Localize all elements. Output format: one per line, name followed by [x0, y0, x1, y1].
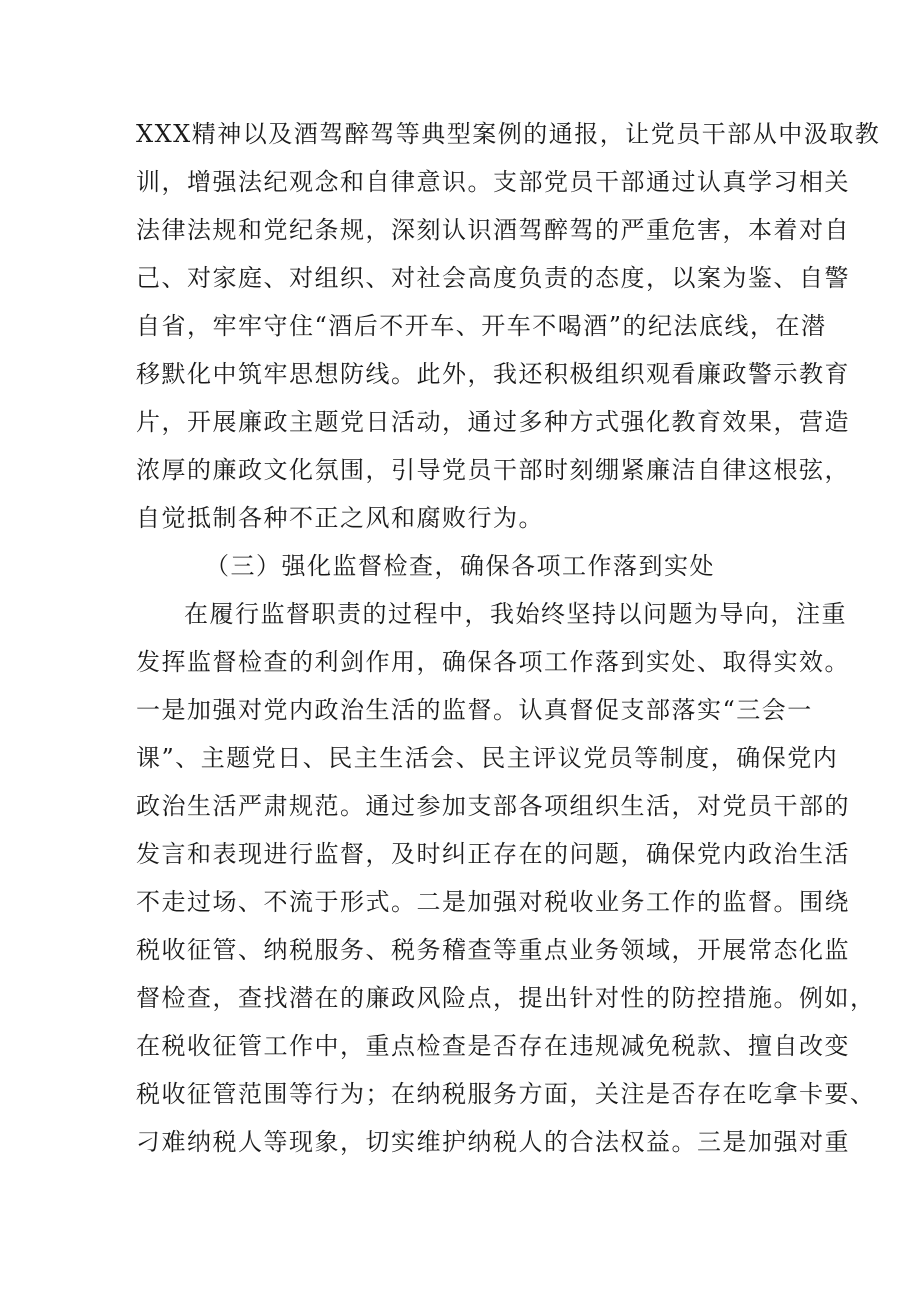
- section-heading: （三）强化监督检查，确保各项工作落到实处: [205, 552, 715, 580]
- paragraph-line: 移默化中筑牢思想防线。此外，我还积极组织观看廉政警示教育: [136, 360, 850, 388]
- paragraph-line: 督检查，查找潜在的廉政风险点，提出针对性的防控措施。例如，: [136, 984, 876, 1012]
- paragraph-line: XXX精神以及酒驾醉驾等典型案例的通报，让党员干部从中汲取教: [136, 120, 881, 148]
- paragraph-line: 己、对家庭、对组织、对社会高度负责的态度，以案为鉴、自警: [136, 264, 850, 292]
- paragraph-line: 不走过场、不流于形式。二是加强对税收业务工作的监督。围绕: [136, 888, 850, 916]
- paragraph-line: 税收征管范围等行为；在纳税服务方面，关注是否存在吃拿卡要、: [136, 1080, 876, 1108]
- paragraph-line: 自省，牢牢守住“酒后不开车、开车不喝酒”的纪法底线，在潜: [136, 312, 827, 340]
- paragraph-line: 刁难纳税人等现象，切实维护纳税人的合法权益。三是加强对重: [136, 1128, 850, 1156]
- paragraph-line: 法律法规和党纪条规，深刻认识酒驾醉驾的严重危害，本着对自: [136, 216, 850, 244]
- paragraph-line: 在履行监督职责的过程中，我始终坚持以问题为导向，注重: [184, 600, 847, 628]
- paragraph-line: 训，增强法纪观念和自律意识。支部党员干部通过认真学习相关: [136, 168, 850, 196]
- paragraph-line: 发言和表现进行监督，及时纠正存在的问题，确保党内政治生活: [136, 840, 850, 868]
- paragraph-line: 自觉抵制各种不正之风和腐败行为。: [136, 504, 544, 532]
- paragraph-line: 浓厚的廉政文化氛围，引导党员干部时刻绷紧廉洁自律这根弦，: [136, 456, 850, 484]
- paragraph-line: 在税收征管工作中，重点检查是否存在违规减免税款、擅自改变: [136, 1032, 850, 1060]
- paragraph-line: 税收征管、纳税服务、税务稽查等重点业务领域，开展常态化监: [136, 936, 850, 964]
- paragraph-line: 政治生活严肃规范。通过参加支部各项组织生活，对党员干部的: [136, 792, 850, 820]
- paragraph-line: 课”、主题党日、民主生活会、民主评议党员等制度，确保党内: [136, 744, 839, 772]
- paragraph-line: 一是加强对党内政治生活的监督。认真督促支部落实“三会一: [136, 696, 813, 724]
- paragraph-line: 片，开展廉政主题党日活动，通过多种方式强化教育效果，营造: [136, 408, 850, 436]
- paragraph-line: 发挥监督检查的利剑作用，确保各项工作落到实处、取得实效。: [136, 648, 850, 676]
